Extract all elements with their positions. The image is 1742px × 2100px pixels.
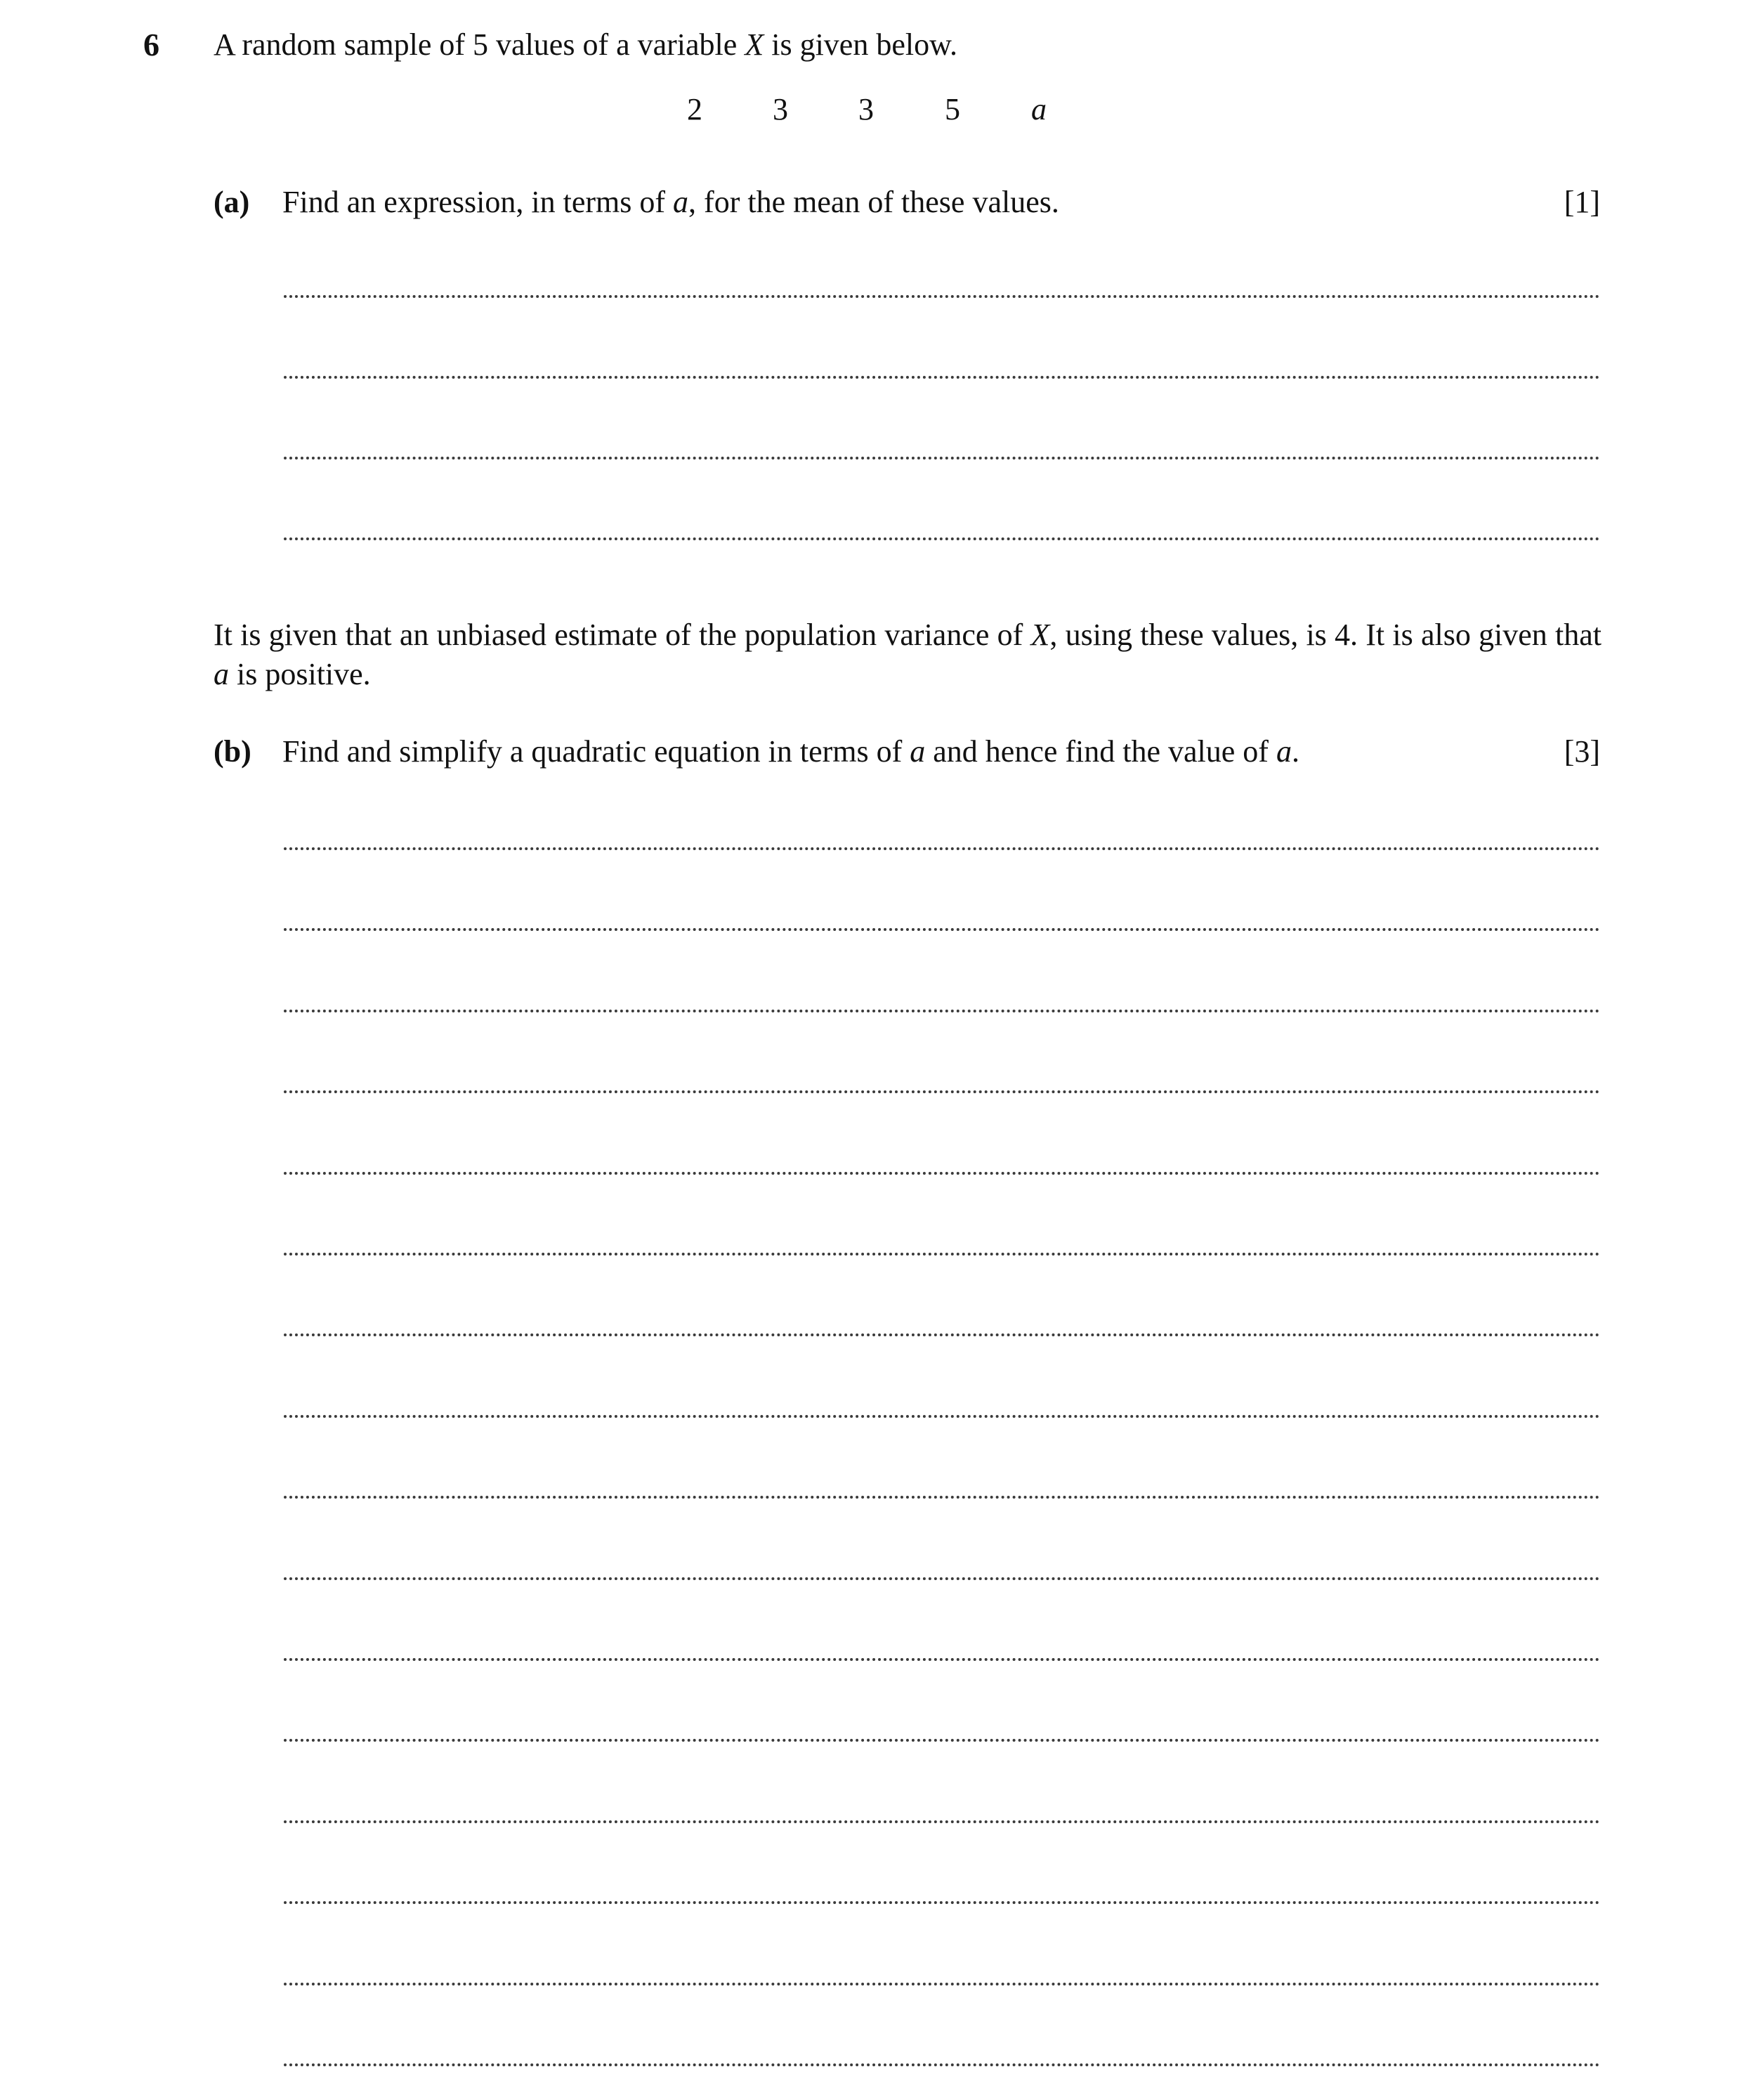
part-b-answer-line[interactable] (284, 1658, 1600, 1661)
part-b-answer-line[interactable] (284, 1172, 1600, 1175)
part-b-answer-line[interactable] (284, 847, 1600, 850)
sample-value-3: 3 (858, 92, 874, 126)
part-b-answer-line[interactable] (284, 1739, 1600, 1742)
given-variable-a: a (214, 657, 229, 691)
part-b-text-1: Find and simplify a quadratic equation in terms of (282, 734, 910, 769)
part-b-variable-a-1: a (910, 734, 926, 769)
sample-value-1: 2 (687, 92, 702, 126)
variable-x: X (745, 27, 764, 62)
part-b-answer-line[interactable] (284, 1577, 1600, 1580)
sample-value-5: a (1031, 92, 1047, 126)
part-b-answer-line[interactable] (284, 1901, 1600, 1904)
sample-value-4: 5 (945, 92, 960, 126)
part-b-label: (b) (214, 734, 251, 769)
part-b-variable-a-2: a (1276, 734, 1292, 769)
part-b-answer-line[interactable] (284, 1010, 1600, 1012)
given-text-1: It is given that an unbiased estimate of the population variance of (214, 618, 1031, 652)
part-b-text-3: . (1291, 734, 1299, 769)
part-b-answer-line[interactable] (284, 2063, 1600, 2066)
part-b-answer-line[interactable] (284, 1090, 1600, 1093)
part-b-answer-line[interactable] (284, 1820, 1600, 1823)
intro-text-2: is given below. (764, 27, 957, 62)
part-b-marks: [3] (1564, 734, 1600, 769)
given-variable-x: X (1030, 618, 1050, 652)
part-b-answer-line[interactable] (284, 928, 1600, 931)
part-b-text-2: and hence find the value of (925, 734, 1276, 769)
part-b-answer-line[interactable] (284, 1333, 1600, 1336)
given-text-3: is positive. (229, 657, 371, 691)
given-text-2: , using these values, is 4. It is also given that (1049, 618, 1602, 652)
part-a-variable-a: a (673, 185, 689, 219)
part-b-answer-line[interactable] (284, 1983, 1600, 1985)
part-b-answer-line[interactable] (284, 1253, 1600, 1256)
part-b-answer-line[interactable] (284, 1496, 1600, 1499)
sample-value-2: 3 (773, 92, 788, 126)
part-a-text-2: , for the mean of these values. (688, 185, 1059, 219)
part-b-answer-line[interactable] (284, 1415, 1600, 1418)
part-a-text-1: Find an expression, in terms of (282, 185, 674, 219)
question-number: 6 (143, 27, 159, 63)
part-a-label: (a) (214, 185, 250, 219)
intro-text-1: A random sample of 5 values of a variable (214, 27, 745, 62)
part-a-marks: [1] (1564, 185, 1600, 219)
